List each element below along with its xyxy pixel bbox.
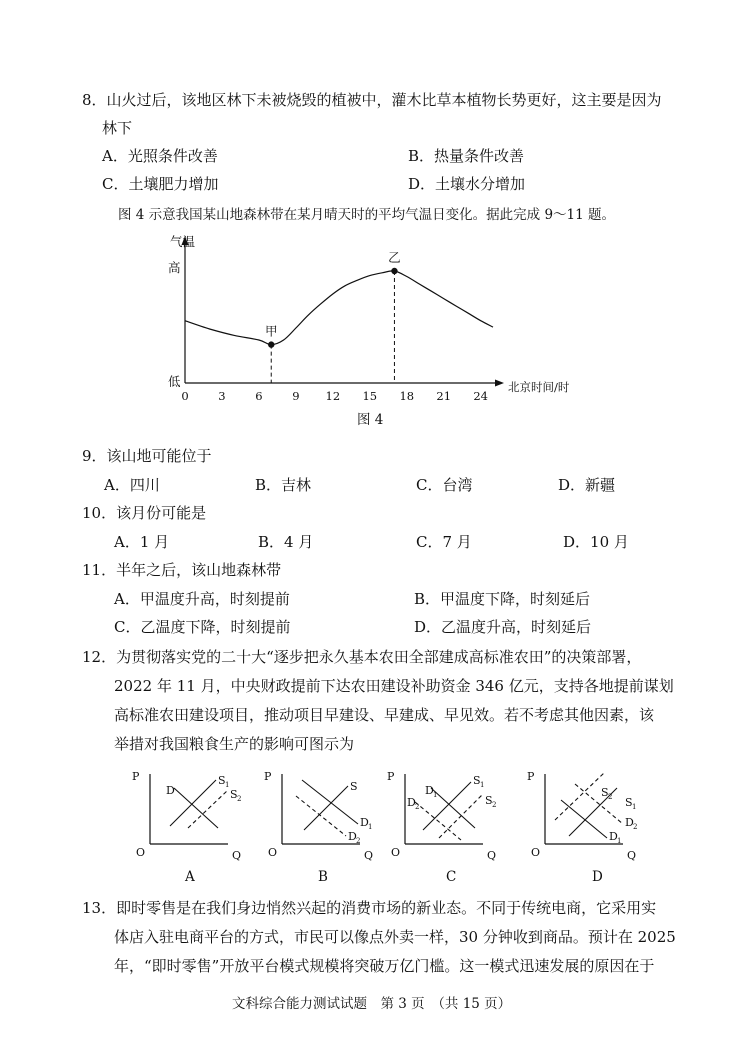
q11-option-a: A．甲温度升高，时刻提前 <box>114 590 290 608</box>
y-low-label: 低 <box>168 374 181 389</box>
q11-option-b: B．甲温度下降，时刻延后 <box>414 590 591 608</box>
data-point <box>268 341 274 347</box>
q8-option-b: B．热量条件改善 <box>408 147 525 165</box>
q11-option-d: D．乙温度升高，时刻延后 <box>414 618 592 636</box>
q10-option-a: A．1 月 <box>114 533 170 551</box>
graph-d <box>525 766 650 866</box>
q8-option-a: A．光照条件改善 <box>102 147 218 165</box>
demand-curve-d2 <box>296 796 346 836</box>
label-d1: D <box>609 830 618 843</box>
q9-option-a: A．四川 <box>104 476 160 494</box>
label-s2-sub: 2 <box>237 795 242 803</box>
y-axis-label: 气温 <box>170 234 196 249</box>
q-axis-label: Q <box>487 849 497 862</box>
x-tick-label: 9 <box>292 389 300 403</box>
graph-b <box>262 766 387 866</box>
label-d2-sub: 2 <box>415 803 420 811</box>
q11-stem: 11．半年之后，该山地森林带 <box>82 561 282 579</box>
x-tick-label: 3 <box>218 389 226 403</box>
q8-option-d: D．土壤水分增加 <box>408 175 526 193</box>
label-s2: S <box>230 788 238 801</box>
origin-label: O <box>136 846 146 859</box>
supply-curve <box>304 786 348 830</box>
point-label: 甲 <box>264 323 278 339</box>
x-tick-label: 6 <box>255 389 263 403</box>
x-tick-label: 24 <box>473 389 489 403</box>
x-axis-label: 北京时间/时 <box>508 380 570 394</box>
q12-line1: 12．为贯彻落实党的二十大“逐步把永久基本农田全部建成高标准农田”的决策部署， <box>82 648 642 666</box>
q12-line3: 高标准农田建设项目，推动项目早建设、早建成、早见效。若不考虑其他因素，该 <box>114 706 655 724</box>
x-tick-label: 12 <box>325 389 341 403</box>
q10-option-d: D．10 月 <box>563 533 629 551</box>
supply-curve-s2 <box>555 772 605 820</box>
label-s1-sub: 1 <box>632 803 637 811</box>
q-axis-label: Q <box>364 849 374 862</box>
q8-line2: 林下 <box>102 119 133 137</box>
p-axis-label: P <box>132 770 140 783</box>
q10-option-b: B．4 月 <box>258 533 314 551</box>
x-tick-label: 0 <box>181 389 189 403</box>
label-s2-sub: 2 <box>608 793 613 801</box>
y-high-label: 高 <box>168 260 181 275</box>
graph-a-caption: A <box>185 869 195 885</box>
supply-curve-s1 <box>170 780 216 826</box>
q9-stem: 9．该山地可能位于 <box>82 447 212 465</box>
graph-d-caption: D <box>592 869 603 885</box>
label-s1: S <box>218 774 226 787</box>
q-axis-label: Q <box>232 849 242 862</box>
demand-curve-d1 <box>561 800 607 838</box>
label-s2: S <box>485 794 493 807</box>
q12-line2: 2022 年 11 月，中央财政提前下达农田建设补助资金 346 亿元，支持各地提前谋划 <box>114 677 674 695</box>
figure-4-chart <box>150 228 590 428</box>
x-tick-label: 18 <box>399 389 415 403</box>
demand-curve <box>174 788 218 828</box>
figure-4-caption: 图 4 <box>357 412 384 428</box>
q10-stem: 10．该月份可能是 <box>82 504 207 522</box>
label-s2: S <box>601 786 609 799</box>
point-label: 乙 <box>388 250 401 265</box>
label-d2-sub: 2 <box>356 837 361 845</box>
intro-9-11: 图 4 示意我国某山地森林带在某月晴天时的平均气温日变化。据此完成 9～11 题。 <box>118 207 616 223</box>
demand-curve-d2 <box>415 802 461 840</box>
origin-label: O <box>268 846 278 859</box>
label-s1: S <box>473 774 481 787</box>
p-axis-label: P <box>264 770 272 783</box>
label-s1: S <box>625 796 633 809</box>
q8-option-c: C．土壤肥力增加 <box>102 175 219 193</box>
label-d1-sub: 1 <box>617 837 622 845</box>
origin-label: O <box>391 846 401 859</box>
label-d1-sub: 1 <box>368 823 373 831</box>
q9-option-b: B．吉林 <box>255 476 312 494</box>
q-axis-label: Q <box>627 849 637 862</box>
label-d2: D <box>348 830 357 843</box>
graph-a <box>130 766 255 866</box>
label-d1: D <box>425 784 434 797</box>
label-s2-sub: 2 <box>492 801 497 809</box>
graph-c-caption: C <box>446 869 457 885</box>
x-axis-arrow <box>495 380 504 387</box>
label-d2: D <box>407 796 416 809</box>
label-d: D <box>166 784 175 797</box>
label-s1-sub: 1 <box>480 781 485 789</box>
q12-line4: 举措对我国粮食生产的影响可图示为 <box>114 735 355 753</box>
q11-option-c: C．乙温度下降，时刻提前 <box>114 618 291 636</box>
graph-c <box>385 766 510 866</box>
label-d2-sub: 2 <box>633 823 638 831</box>
q9-option-c: C．台湾 <box>416 476 473 494</box>
label-d2: D <box>625 816 634 829</box>
origin-label: O <box>531 846 541 859</box>
q13-line1: 13．即时零售是在我们身边悄然兴起的消费市场的新业态。不同于传统电商，它采用实 <box>82 899 657 917</box>
label-s1-sub: 1 <box>225 781 230 789</box>
data-point <box>391 268 397 274</box>
q9-option-d: D．新疆 <box>558 476 616 494</box>
x-tick-label: 15 <box>362 389 378 403</box>
label-d1-sub: 1 <box>433 791 438 799</box>
x-tick-label: 21 <box>436 389 452 403</box>
p-axis-label: P <box>527 770 535 783</box>
supply-curve-s2 <box>188 790 228 828</box>
graph-b-caption: B <box>318 869 328 885</box>
p-axis-label: P <box>387 770 395 783</box>
q13-line2: 体店入驻电商平台的方式，市民可以像点外卖一样，30 分钟收到商品。预计在 2025 <box>114 928 676 946</box>
q10-option-c: C．7 月 <box>416 533 472 551</box>
label-s: S <box>350 780 358 793</box>
temperature-curve <box>185 271 493 345</box>
q13-line3: 年，“即时零售”开放平台模式规模将突破万亿门槛。这一模式迅速发展的原因在于 <box>114 957 655 975</box>
page-footer: 文科综合能力测试试题 第 3 页 （共 15 页） <box>232 996 512 1012</box>
q8-line1: 8．山火过后，该地区林下未被烧毁的植被中，灌木比草本植物长势更好，这主要是因为 <box>82 91 662 109</box>
label-d1: D <box>360 816 369 829</box>
